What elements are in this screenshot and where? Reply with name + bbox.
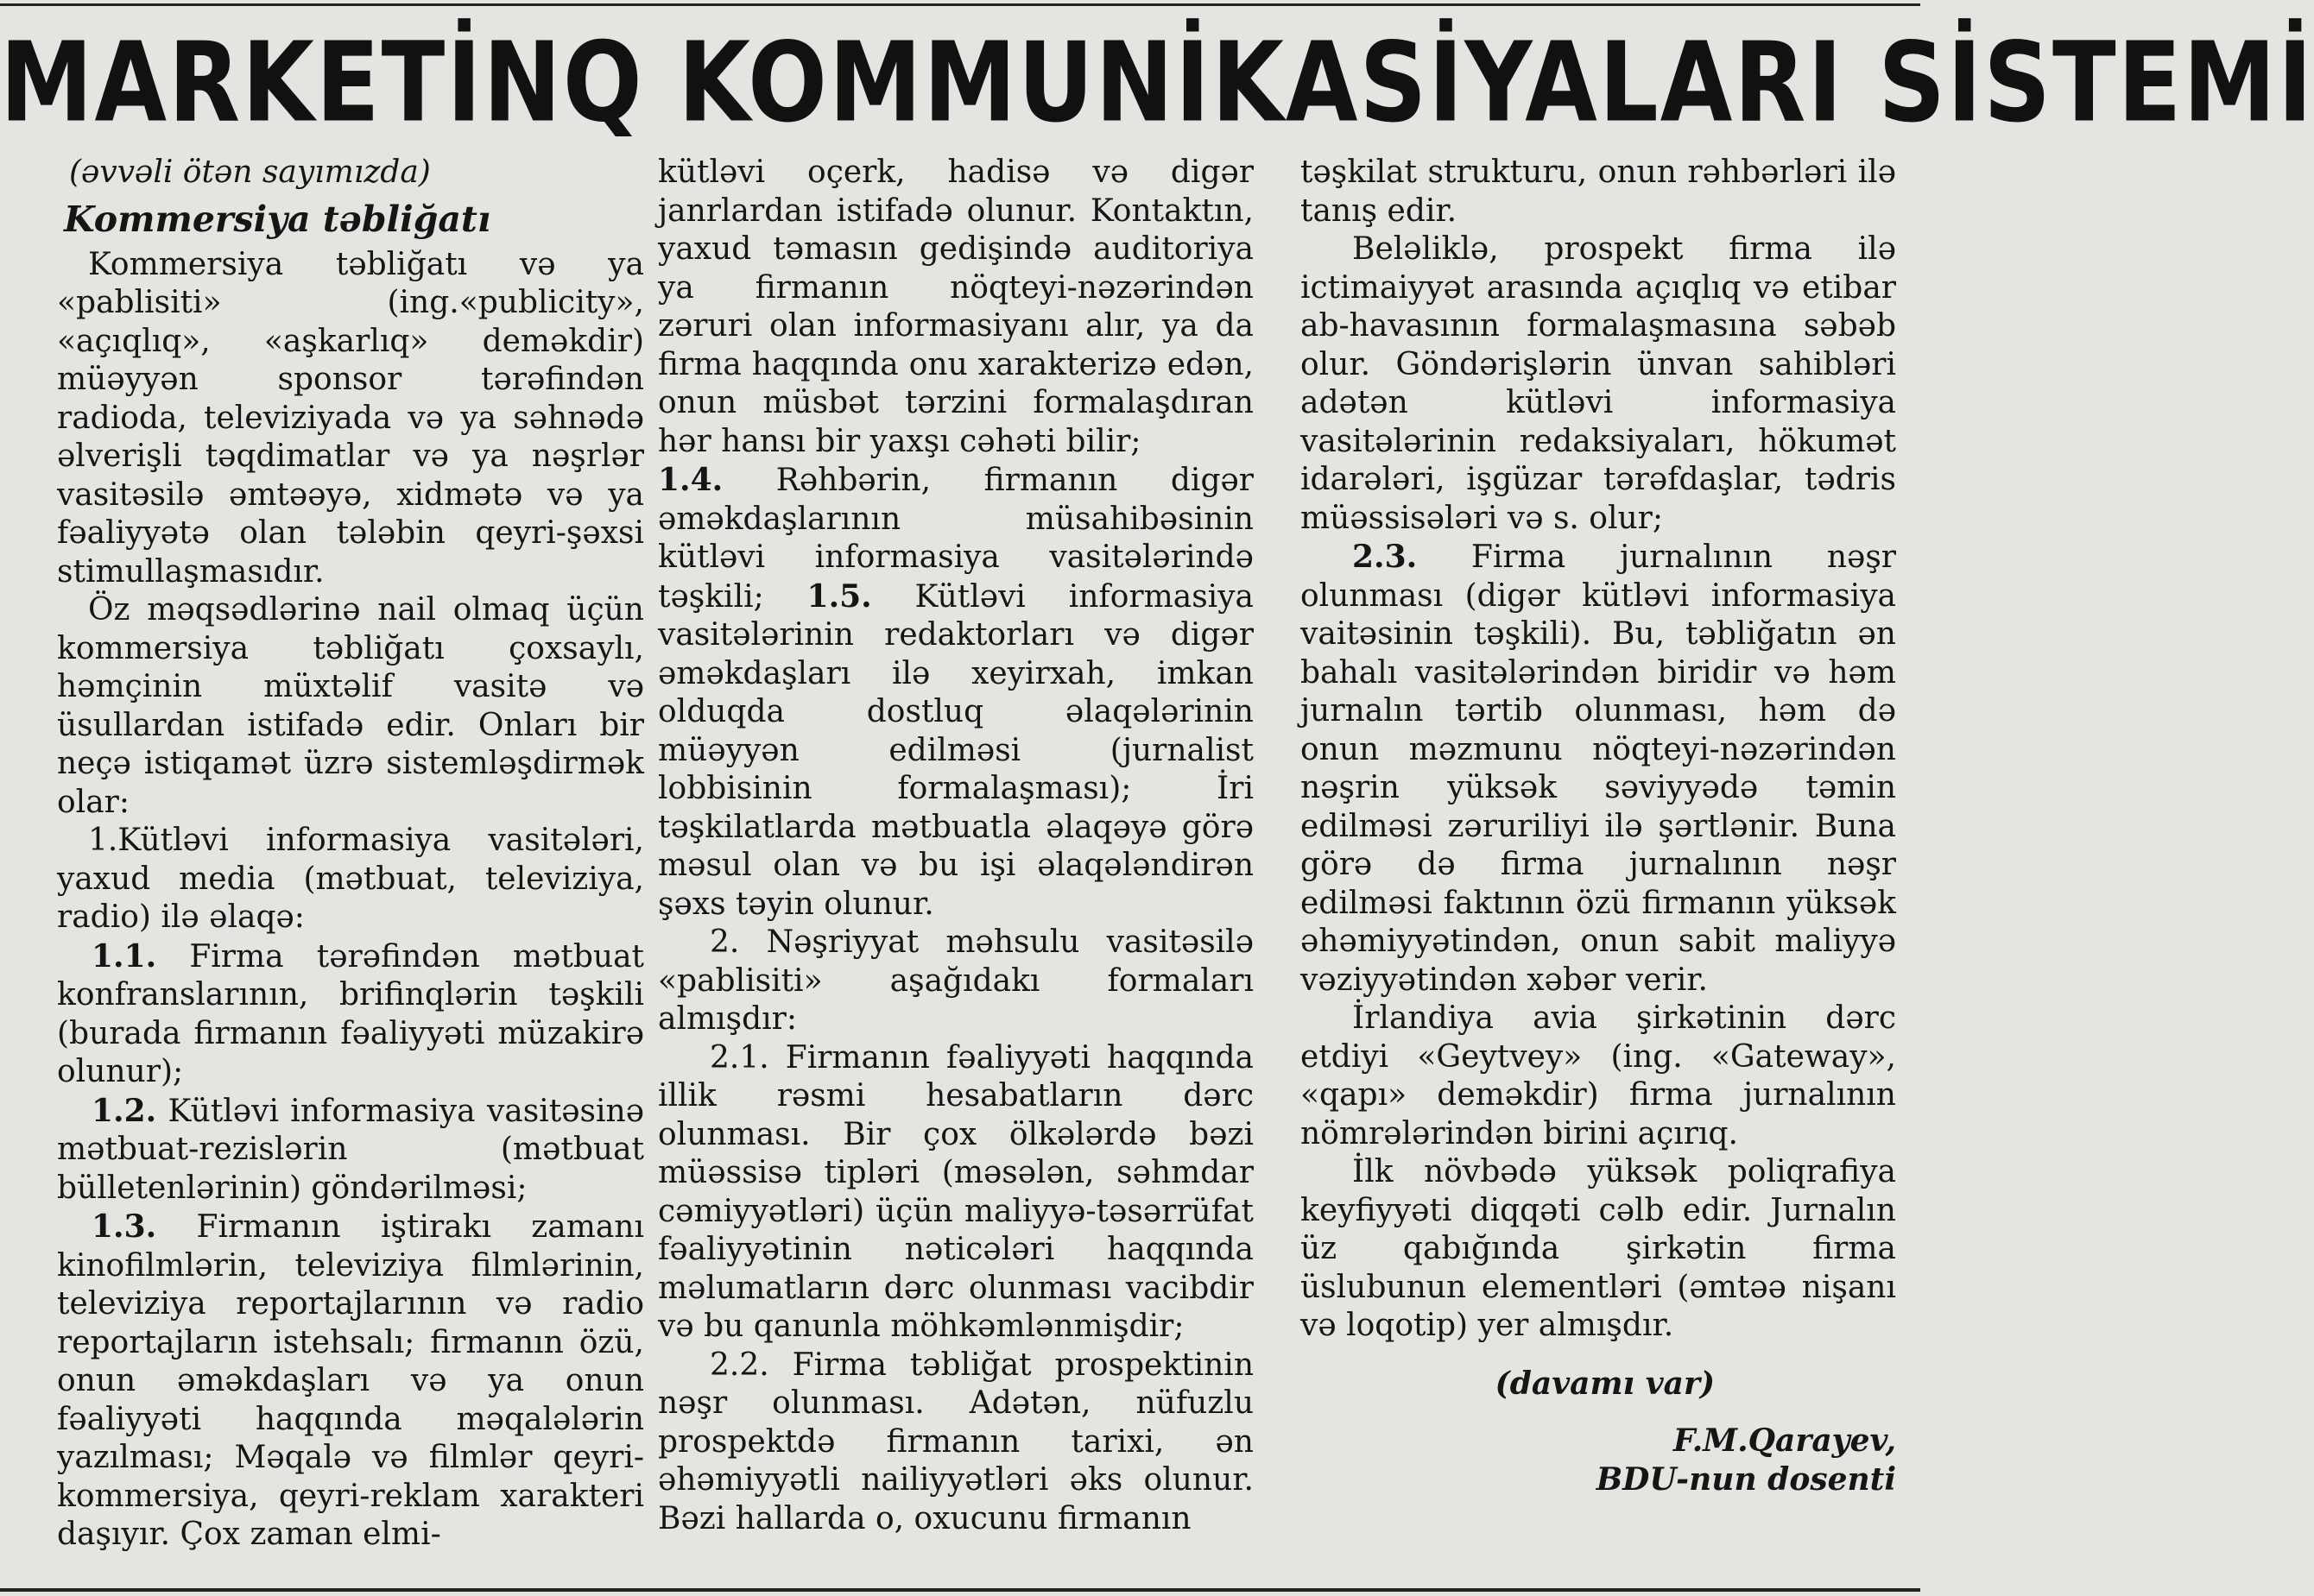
paragraph: Beləliklə, prospekt firma ilə ictimaiyyət arasında açıqlıq və etibar ab-havasının formalaşmasına səbəb olur. Göndərişlərin ünvan sahibləri adətən kütləvi informasiya vasitələrinin redaksiyaları, hökumət idarələri, işgüzar tərəfdaşlar, tədris müəssisələri və s. olur; — [1300, 231, 1896, 536]
paragraph: İlk növbədə yüksək poliqrafiya keyfiyyəti diqqəti cəlb edir. Jurnalın üz qabığında şirkətin firma üslubunun elementləri (əmtəə nişanı və loqotip) yer almışdır. — [1300, 1154, 1896, 1343]
top-rule — [0, 3, 1920, 6]
paragraph: Öz məqsədlərinə nail olmaq üçün kommersiya təbliğatı çoxsaylı, həmçinin müxtəlif vasitə və üsullardan istifadə edir. Onları bir neçə istiqamət üzrə sistemləşdirmək olar: — [57, 592, 644, 820]
subheading: Kommersiya təbliğatı — [64, 198, 491, 240]
column-3 — [1300, 154, 1896, 1578]
item-text: Kütləvi informasiya vasitəsinə mətbuat-rezislərin (mətbuat bülletenlərinin) göndərilməsi; — [57, 1093, 644, 1206]
item-number: 1.5. — [806, 577, 872, 615]
item-number: 1.4. — [658, 462, 724, 498]
list-item — [1300, 538, 1896, 1000]
continued-note: (davamı var) — [1495, 1365, 1715, 1402]
author-name: F.M.Qarayev, — [1672, 1423, 1896, 1459]
list-item — [57, 1208, 644, 1555]
paragraph: 1.Kütləvi informasiya vasitələri, yaxud media (mətbuat, televiziya, radio) ilə əlaqə: — [57, 823, 644, 935]
paragraph-text: Rəhbərin, firmanın digər əməkdaşlarının müsahibəsinin kütləvi informasiya vasitələrində təşkili; — [658, 463, 1254, 615]
item-text: Firma jurnalının nəşr olunması (digər kütləvi informasiya vaitəsinin təşkili). Bu, təbliğatın ən bahalı vasitələrindən biridir və həm jurnalın tərtib olunması, həm də onun məzmunu nöqteyi-nəzərindən nəşrin yüksək səviyyədə təmin edilməsi zəruriliyi ilə şərtlənir. Buna görə də firma jurnalının nəşr edilməsi faktının özü firmanın yüksək əhəmiyyətindən, onun sabit maliyyə vəziyyətindən xəbər verir. — [1300, 539, 1896, 998]
item-number: 1.2. — [92, 1092, 157, 1129]
column-2 — [658, 154, 1254, 1578]
item-number: 1.3. — [92, 1208, 157, 1245]
article-headline: MARKETİNQ KOMMUNİKASİYALARI SİSTEMİ — [0, 19, 2314, 148]
item-number: 1.1. — [92, 937, 157, 975]
paragraph-text: Kütləvi informasiya vasitələrinin redaktorları və digər əməkdaşları ilə xeyirxah, imkan olduqda dostluq əlaqələrinin müəyyən edilməsi (jurnalist lobbisinin formalaşması); İri təşkilatlarda mətbuatla əlaqəyə görə məsul olan və bu işi əlaqələndirən şəxs təyin olunur. — [658, 578, 1254, 922]
paragraph: İrlandiya avia şirkətinin dərc etdiyi «Geytvey» (ing. «Gateway», «qapı» deməkdir) firma jurnalının nömrələrindən birini açırıq. — [1300, 1000, 1896, 1151]
list-item — [57, 1092, 644, 1208]
paragraph-text: kütləvi oçerk, hadisə və digər janrlardan istifadə olunur. Kontaktın, yaxud təmasın gedişində auditoriya ya firmanın nöqteyi-nəzərindən zəruri olan informasiyanı alır, ya da firma haqqında onu xarakterizə edən, onun müsbət tərzini formalaşdıran hər hansı bir yaxşı cəhəti bilir; — [658, 155, 1254, 459]
paragraph: təşkilat strukturu, onun rəhbərləri ilə tanış edir. — [1300, 155, 1896, 229]
item-text: Firmanın iştirakı zamanı kinofilmlərin, televiziya filmlərinin, televiziya reportajlarının və radio reportajların istehsalı; firmanın özü, onun əməkdaşları və ya onun fəaliyyəti haqqında məqalələrin yazılması; Məqalə və filmlər qeyri-kommersiya, qeyri-reklam xarakteri daşıyır. Çox zaman elmi- — [57, 1209, 644, 1552]
column-1 — [57, 154, 644, 1578]
list-item — [57, 937, 644, 1092]
paragraph: 2.1. Firmanın fəaliyyəti haqqında illik rəsmi hesabatların dərc olunması. Bir çox ölkələrdə bəzi müəssisə tipləri (məsələn, səhmdar cəmiyyətləri) üçün maliyyə-təsərrüfat fəaliyyətinin nəticələri haqqında məlumatların dərc olunması vacibdir və bu qanunla möhkəmlənmişdir; — [658, 1039, 1254, 1344]
author-affiliation: BDU-nun dosenti — [1596, 1460, 1896, 1498]
intro-note: (əvvəli ötən sayımızda) — [69, 155, 431, 190]
paragraph: 2. Nəşriyyat məhsulu vasitəsilə «pablisiti» aşağıdakı formaları almışdır: — [658, 924, 1254, 1037]
paragraph: 2.2. Firma təbliğat prospektinin nəşr olunması. Adətən, nüfuzlu prospektdə firmanın tarixi, ən əhəmiyyətli nailiyyətləri əks olunur. Bəzi hallarda o, oxucunu firmanın — [658, 1347, 1254, 1536]
paragraph: Kommersiya təbliğatı və ya «pablisiti» (ing.«publicity», «açıqlıq», «aşkarlıq» deməkdir) müəyyən sponsor tərəfindən radioda, televiziyada və ya səhnədə əlverişli təqdimatlar və ya nəşrlər vasitəsilə əmtəəyə, xidmətə və ya fəaliyyətə olan tələbin qeyri-şəxsi stimullaşmasıdır. — [57, 246, 644, 590]
item-text: Firma tərəfindən mətbuat konfranslarının, brifinqlərin təşkili (burada firmanın fəaliyyəti müzakirə olunur); — [57, 938, 644, 1089]
paragraph — [658, 154, 1254, 924]
bottom-rule — [0, 1588, 1920, 1592]
item-number: 2.3. — [1352, 539, 1418, 575]
